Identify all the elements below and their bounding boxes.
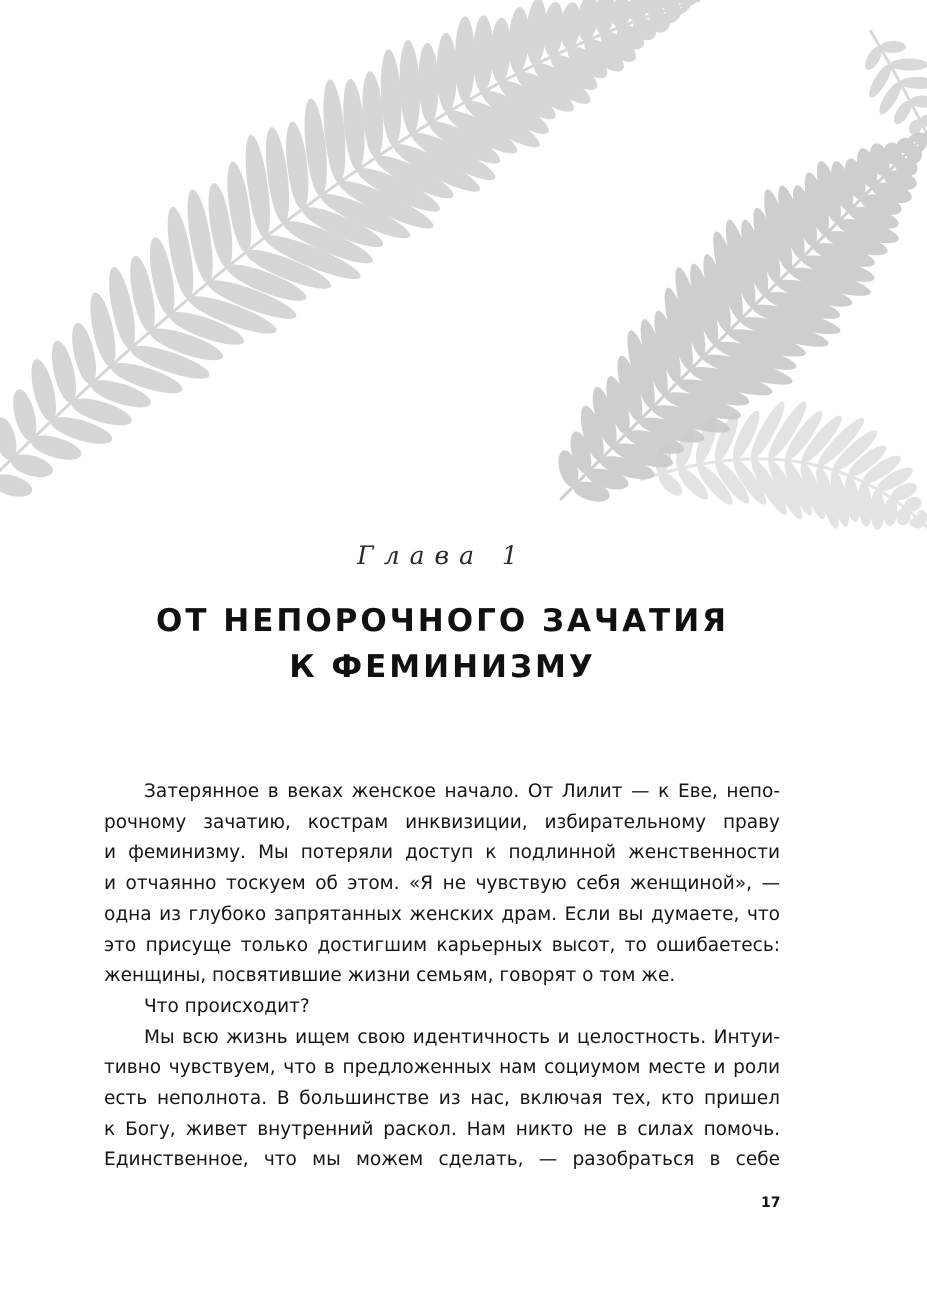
text-line: одна из глубоко запрятанных женских драм. Если вы думаете, что bbox=[104, 903, 780, 925]
chapter-label: Глава 1 bbox=[357, 541, 528, 570]
text-line: это присуще только достигшим карьерных высот, то ошибаетесь: bbox=[104, 934, 780, 956]
chapter-title bbox=[0, 598, 885, 690]
text-line: тивно чувствуем, что в предложенных нам социумом месте и роли bbox=[104, 1057, 780, 1079]
text-line: Единственное, что мы можем сделать, — разобраться в себе bbox=[104, 1149, 780, 1171]
chapter-title-line: К ФЕМИНИЗМУ bbox=[289, 649, 596, 685]
body-text bbox=[104, 777, 780, 1176]
text-line: Что происходит? bbox=[144, 995, 310, 1017]
text-line: к Богу, живет внутренний раскол. Нам никто не в силах помочь. bbox=[104, 1118, 780, 1140]
page-number: 17 bbox=[761, 1195, 781, 1211]
text-line: женщины, посвятившие жизни семьям, говорят о том же. bbox=[104, 965, 676, 987]
text-line: Затерянное в веках женское начало. От Лилит — к Еве, непо- bbox=[144, 781, 780, 802]
chapter-title-line: ОТ НЕПОРОЧНОГО ЗАЧАТИЯ bbox=[155, 603, 730, 639]
text-line: Мы всю жизнь ищем свою идентичность и целостность. Интуи- bbox=[144, 1026, 780, 1048]
text-line: рочному зачатию, кострам инквизиции, избирательному праву bbox=[104, 811, 780, 833]
text-line: и феминизму. Мы потеряли доступ к подлинной женственности bbox=[104, 842, 780, 864]
text-line: и отчаянно тоскуем об этом. «Я не чувствую себя женщиной», — bbox=[104, 873, 780, 895]
text-line: есть неполнота. В большинстве из нас, включая тех, кто пришел bbox=[104, 1088, 780, 1110]
